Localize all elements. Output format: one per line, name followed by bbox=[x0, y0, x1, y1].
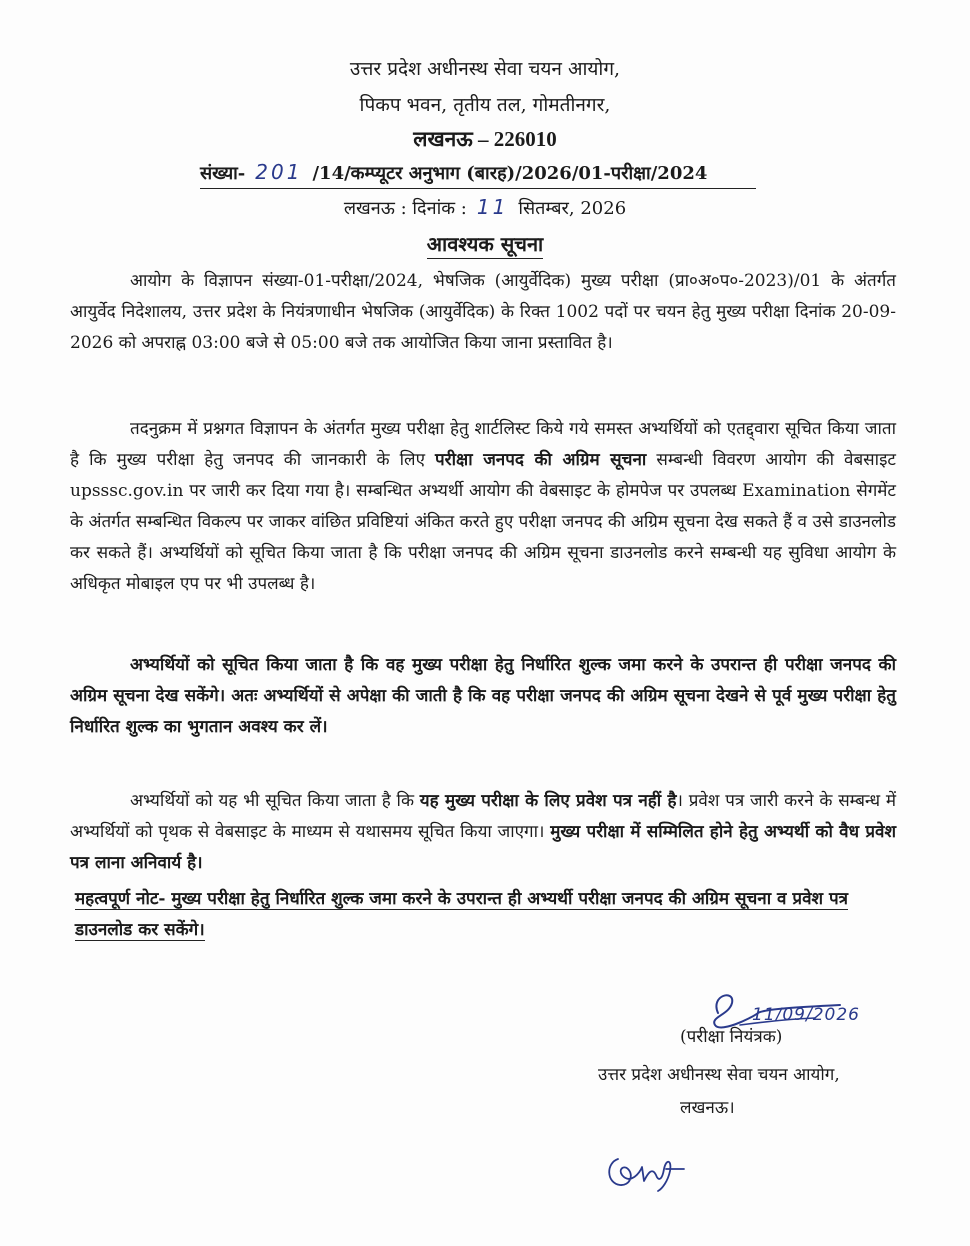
reference-prefix: संख्या- bbox=[200, 163, 246, 184]
paragraph-2 bbox=[70, 414, 896, 600]
important-note-text: महत्वपूर्ण नोट- मुख्य परीक्षा हेतु निर्धारित शुल्क जमा करने के उपरान्त ही अभ्यर्थी परीक्षा जनपद की अग्रिम सूचना व प्रवेश पत्र डाउनलोड कर सकेंगे। bbox=[75, 889, 849, 940]
initials-mark bbox=[600, 1145, 700, 1199]
signatory-designation: (परीक्षा नियंत्रक) bbox=[680, 1027, 783, 1047]
paragraph-3: अभ्यर्थियों को सूचित किया जाता है कि वह मुख्य परीक्षा हेतु निर्धारित शुल्क जमा करने के उपरान्त ही परीक्षा जनपद की अग्रिम सूचना देख सकेंगे। अतः अभ्यर्थियों से अपेक्षा की जाती है कि वह परीक्षा जनपद की अग्रिम सूचना देखने से पूर्व मुख्य परीक्षा हेतु निर्धारित शुल्क का भुगतान अवश्य कर लें। bbox=[70, 655, 896, 737]
date-prefix: लखनऊ : दिनांक : bbox=[343, 198, 467, 219]
paragraph-2-part1: तदनुक्रम में प्रश्नगत विज्ञापन के अंतर्गत मुख्य परीक्षा हेतु शार्टलिस्ट किये गये समस्त अभ्यर्थियों को एतद्द्वारा सूचित किया जाता है कि मुख्य परीक्षा हेतु जनपद की जानकारी के लिए bbox=[70, 419, 896, 470]
org-name: उत्तर प्रदेश अधीनस्थ सेवा चयन आयोग, bbox=[349, 58, 621, 80]
paragraph-4 bbox=[70, 786, 896, 879]
paragraph-1: आयोग के विज्ञापन संख्या-01-परीक्षा/2024, भेषजिक (आयुर्वेदिक) मुख्य परीक्षा (प्रा०अ०प०-2023)/01 के अंतर्गत आयुर्वेद निदेशालय, उत्तर प्रदेश के नियंत्रणाधीन भेषजिक (आयुर्वेदिक) के रिक्त 1002 पदों पर चयन हेतु मुख्य परीक्षा दिनांक 20-09-2026 को अपराह्न 03:00 बजे से 05:00 बजे तक आयोजित किया जाना प्रस्तावित है। bbox=[70, 271, 896, 353]
notice-title bbox=[0, 230, 970, 257]
initials-icon bbox=[600, 1145, 700, 1195]
signature-date: 11/09/2026 bbox=[752, 1005, 860, 1025]
reference-handwritten-number: 201 bbox=[255, 160, 303, 184]
paragraph-4-part2: । प्रवेश पत्र जारी करने के सम्बन्ध में अभ्यर्थियों को पृथक से वेबसाइट के माध्यम से यथासमय सूचित किया जाएगा। bbox=[70, 791, 897, 842]
notice-title-text: आवश्यक सूचना bbox=[427, 232, 543, 259]
reference-suffix: /14/कम्प्यूटर अनुभाग (बारह)/2026/01-परीक्षा/2024 bbox=[312, 163, 708, 184]
date-suffix: सितम्बर, 2026 bbox=[518, 198, 627, 219]
signatory-org: उत्तर प्रदेश अधीनस्थ सेवा चयन आयोग, bbox=[598, 1065, 840, 1085]
paragraph-4-bold1: यह मुख्य परीक्षा के लिए प्रवेश पत्र नहीं है bbox=[419, 791, 677, 811]
date-handwritten-day: 11 bbox=[476, 195, 509, 219]
paragraph-4-part1: अभ्यर्थियों को यह भी सूचित किया जाता है कि bbox=[130, 791, 420, 811]
org-address: पिकप भवन, तृतीय तल, गोमतीनगर, bbox=[359, 94, 611, 116]
paragraph-4-bold2: मुख्य परीक्षा में सम्मिलित होने हेतु अभ्यर्थी को वैध प्रवेश पत्र लाना अनिवार्य है। bbox=[70, 822, 897, 873]
paragraph-2-part2: सम्बन्धी विवरण आयोग की वेबसाइट upsssc.gov.in पर जारी कर दिया गया है। सम्बन्धित अभ्यर्थी आयोग की वेबसाइट के होमपेज पर उपलब्ध Examination सेगमेंट के अंतर्गत सम्बन्धित विकल्प पर जाकर वांछित प्रविष्टियां अंकित करते हुए परीक्षा जनपद की अग्रिम सूचना देख सकते हैं व उसे डाउनलोड कर सकते हैं। अभ्यर्थियों को सूचित किया जाता है कि परीक्षा जनपद की अग्रिम सूचना डाउनलोड करने सम्बन्धी यह सुविधा आयोग के अधिकृत मोबाइल एप पर भी उपलब्ध है। bbox=[70, 450, 896, 594]
date-line bbox=[0, 195, 970, 220]
city-pin-text: लखनऊ – 226010 bbox=[413, 127, 557, 151]
signatory-city: लखनऊ। bbox=[680, 1098, 735, 1118]
reference-number bbox=[200, 160, 756, 189]
org-city-pin bbox=[0, 129, 970, 150]
paragraph-2-bold: परीक्षा जनपद की अग्रिम सूचना bbox=[435, 450, 647, 470]
important-note bbox=[75, 884, 895, 946]
